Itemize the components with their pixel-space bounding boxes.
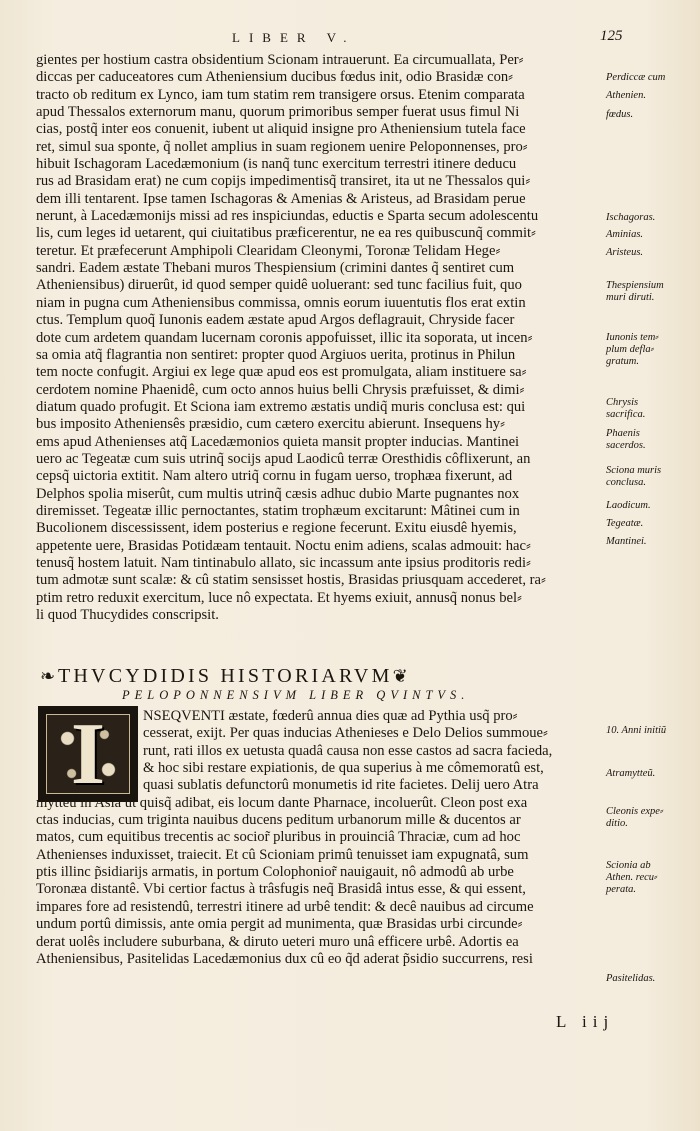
margin-note-group bbox=[606, 518, 698, 530]
text-line: sandri. Eadem æstate Thebani muros Thespiensium (crimini dantes q̃ sentiret cum bbox=[36, 260, 515, 277]
margin-note: Phaenis bbox=[606, 428, 640, 439]
text-line: & hoc sibi restare expiationis, de qua superius à me cômemoratû est, bbox=[143, 760, 544, 777]
decorated-initial bbox=[38, 706, 138, 802]
margin-note-group bbox=[606, 332, 698, 368]
text-line: ptis illinc p̃sidiarijs armatis, in portum Colophonior̃ nauigauit, nô admodû ab urbe bbox=[36, 864, 514, 881]
margin-note: 10. Anni initiũ bbox=[606, 725, 667, 736]
page-header bbox=[0, 30, 700, 50]
text-line: dem illi tentarent. Ipse tamen Ischagoras & Amenias & Aristeus, ad Brasidam perue bbox=[36, 190, 526, 207]
text-line: rus ad Brasidam erat) ne cum copijs impedimentisq̃ transiret, ita ut ne Thessalos qui⸗ bbox=[36, 173, 531, 190]
upper-text-block bbox=[36, 52, 601, 624]
text-line: cesserat, exijt. Per quas inducias Athenieses e Delo Delios summoue⸗ bbox=[143, 725, 548, 742]
margin-note: plum defla⸗ bbox=[606, 344, 655, 355]
margin-note: Athenien. bbox=[606, 90, 646, 101]
text-line: diccas per caduceatores cum Atheniensium ducibus fœdus init, odio Brasidæ con⸗ bbox=[36, 69, 514, 86]
text-line: diatum quado profugit. Et Sciona iam extremo æstatis undiq̃ muris conclusa est: qui bbox=[36, 398, 526, 415]
margin-note: fœdus. bbox=[606, 109, 634, 120]
text-line: impares fore ad resistendû, terrestri itinere ad urbê tendit: & decê nauibus ad circume bbox=[36, 898, 534, 915]
margin-note-group bbox=[606, 397, 698, 421]
text-line: runt, rati illos ex uetusta quadâ causa non esse castos ad sacra facieda, bbox=[143, 742, 553, 759]
text-line: ret, simul sua sponte, q̃ nollet amplius in suam regionem uenire Peloponnenses, pro⸗ bbox=[36, 138, 528, 155]
text-line: bus imposito Atheniensês præsidio, cum cætero exercitu abierunt. Insequens hy⸗ bbox=[36, 416, 505, 433]
margin-note: gratum. bbox=[606, 356, 639, 367]
margin-note: ditio. bbox=[606, 818, 628, 829]
text-line: tenusq̃ hostem latuit. Nam tintinabulo allato, sic incassum ante ipsius proditoris redi⸗ bbox=[36, 554, 531, 571]
lower-text-block bbox=[36, 795, 601, 968]
text-line: cias, postq̃ inter eos conuenit, iubent ut aliquid insigne pro Atheniensium tutela face bbox=[36, 121, 526, 138]
text-line: uero ac Tegeatæ cum suis utrinq̃ socijs apud Laodicû terræ Oresthidis côflixerunt, an bbox=[36, 450, 531, 467]
text-line: hibuit Ischagoram Lacedæmonium (is nanq̃ tunc exercitum terrestri itinere deducu bbox=[36, 156, 517, 173]
margin-note: Cleonis expe⸗ bbox=[606, 806, 664, 817]
lower-text-indented bbox=[143, 708, 601, 795]
text-line: diremisset. Tegeatæ illic pernoctantes, statim trophæum excitarunt: Mâtinei cum in bbox=[36, 502, 520, 519]
margin-note: Ischagoras. bbox=[606, 212, 656, 223]
margin-note: Laodicum. bbox=[606, 500, 651, 511]
margin-note: Atramytteũ. bbox=[606, 768, 656, 779]
margin-note: Aristeus. bbox=[606, 247, 644, 258]
margin-note: Chrysis bbox=[606, 397, 639, 408]
margin-note: sacrifica. bbox=[606, 409, 646, 420]
margin-note-group bbox=[606, 280, 698, 304]
margin-note-group bbox=[606, 500, 698, 512]
margin-note-group bbox=[606, 109, 698, 121]
margin-note-group bbox=[606, 212, 698, 224]
running-title: LIBER V. bbox=[232, 30, 356, 45]
margin-note: muri diruti. bbox=[606, 292, 655, 303]
text-line: tem nocte confugit. Argiui ex lege quæ apud eos est promulgata, aliam instituere sa⸗ bbox=[36, 364, 527, 381]
text-line: gientes per hostium castra obsidentium Scionam intrauerunt. Ea circumuallata, Per⸗ bbox=[36, 52, 524, 68]
text-line: quasi sublatis defunctorû monumetis id rite facietes. Delij uero Atra bbox=[143, 777, 539, 794]
text-line: derat uolês includere suburbana, & diruto ueteri muro unâ efficere urbê. Adortis ea bbox=[36, 933, 519, 950]
text-line: matos, cum equitibus trecentis ac socior̃ pluribus in prouinciâ Thraciæ, cum ad hoc bbox=[36, 829, 521, 846]
margin-note: Perdiccæ cum bbox=[606, 72, 666, 83]
text-line: mytteû in Asia ut quisq̃ adibat, eis locum dante Pharnace, incoluerût. Cleon post exa bbox=[36, 794, 528, 811]
margin-note: perata. bbox=[606, 884, 637, 895]
margin-note-group bbox=[606, 90, 698, 102]
text-line: Toronæa distantê. Vbi certior factus à trâsfugis neq̃ Brasidâ intus esse, & qui essent, bbox=[36, 881, 526, 898]
margin-note: Athen. recu⸗ bbox=[606, 872, 658, 883]
margin-note: Tegeatæ. bbox=[606, 518, 644, 529]
text-line: li quod Thucydides conscripsit. bbox=[36, 607, 219, 623]
margin-note: Pasitelidas. bbox=[606, 973, 656, 984]
margin-note: Mantinei. bbox=[606, 536, 647, 547]
text-line: Atheniensibus) diruerût, id quod semper quidê uoluerant: sed tunc facilius fuit, quo bbox=[36, 277, 522, 294]
text-line: dote cum ardetem quandam lucernam coronis appofuisset, illic ita soporata, ut incen⸗ bbox=[36, 329, 533, 346]
margin-note-group bbox=[606, 725, 698, 737]
text-line: ptim retro reduxit exercitum, luce nô expectata. Et hyems exiuit, annusq̃ nonus bel⸗ bbox=[36, 589, 522, 606]
text-line: lis, cum leges id uetarent, qui ciuitatibus præficerentur, ne ea res quibuscunq̃ commit⸗ bbox=[36, 225, 536, 242]
fleuron-icon: ❧ bbox=[40, 666, 59, 686]
page-number: 125 bbox=[600, 28, 623, 44]
fleuron-icon: ❦ bbox=[392, 666, 411, 686]
margin-note-group bbox=[606, 229, 698, 241]
text-line: ems apud Athenienses atq̃ Lacedæmonios quieta mansit propter inducias. Mantinei bbox=[36, 433, 520, 450]
text-line: cepsq̃ uictoria extitit. Nam altero utriq̃ cornu in fugam uerso, trophæa fixerunt, ad bbox=[36, 468, 513, 485]
margin-note: Sciona muris bbox=[606, 465, 662, 476]
margin-note-group bbox=[606, 806, 698, 830]
text-line: ctus. Templum quoq̃ Iunonis eadem æstate apud Argos deflagrauit, Chryside facer bbox=[36, 312, 515, 329]
text-line: ctas inducias, cum triginta nauibus ducens peditum urbanorum mille & ducentos ar bbox=[36, 812, 521, 829]
margin-note: conclusa. bbox=[606, 477, 646, 488]
text-line: teretur. Et præfecerunt Amphipoli Clearidam Cleonymi, Toronæ Telidam Hege⸗ bbox=[36, 242, 501, 259]
margin-note-group bbox=[606, 72, 698, 84]
margin-note-group bbox=[606, 768, 698, 780]
margin-note-group bbox=[606, 973, 698, 985]
text-line: Delphos spolia miserût, cum multis utrinq̃ cæsis adhuc dubio Marte pugnantes nox bbox=[36, 485, 520, 502]
book-subheading: PELOPONNENSIVM LIBER QVINTVS. bbox=[122, 688, 470, 702]
margin-note: Iunonis tem⸗ bbox=[606, 332, 659, 343]
book-heading bbox=[40, 665, 620, 688]
text-line: apud Thessalos externorum manu, quorum primoribus semper fuerat usus fimul Ni bbox=[36, 104, 520, 121]
signature-mark: L iij bbox=[556, 1012, 615, 1031]
text-line: Atheniensibus, Pasitelidas Lacedæmonius dux cû eo q̃d aderat p̃sidio succurrens, resi bbox=[36, 950, 533, 967]
text-line: tracto ob reditum ex Lynco, iam tum statim rem transigere orsus. Etenim comparata bbox=[36, 86, 525, 103]
text-line: NSEQVENTI æstate, fœderû annua dies quæ ad Pythia usq̃ pro⸗ bbox=[143, 708, 518, 724]
text-line: Athenienses induxisset, traiecit. Et cû Scioniam primû tenuisset iam expugnatâ, sum bbox=[36, 846, 529, 863]
margin-note: Aminias. bbox=[606, 229, 644, 240]
margin-note: Thespiensium bbox=[606, 280, 664, 291]
text-line: niam in pugna cum Atheniensibus commissa, omnis eorum iuuentutis flos erat extin bbox=[36, 294, 526, 311]
margin-note-group bbox=[606, 247, 698, 259]
text-line: cerdotem nomine Phaenidê, cum octo annos huius belli Chrysis præfuisset, & dimi⸗ bbox=[36, 381, 525, 398]
text-line: tum admotæ sunt scalæ: & cû statim sensisset hostis, Brasidas priusquam accederet, ra⸗ bbox=[36, 572, 546, 589]
initial-letter: I bbox=[70, 706, 106, 802]
text-line: nerunt, à Lacedæmonijs missi ad res inspiciundas, eductis e Sparta secum adolescentu bbox=[36, 208, 539, 225]
text-line: appetente uere, Brasidas Potidæam tentauit. Noctu enim adiens, scalas admouit: hac⸗ bbox=[36, 537, 531, 554]
margin-note-group bbox=[606, 536, 698, 548]
margin-note-group bbox=[606, 428, 698, 452]
margin-note-group bbox=[606, 860, 698, 896]
margin-note-group bbox=[606, 465, 698, 489]
book-title-text: THVCYDIDIS HISTORIARVM bbox=[58, 665, 393, 687]
text-line: undum portû dimissis, ante omia pergit ad munimenta, quæ Brasidas urbi circunde⸗ bbox=[36, 916, 523, 933]
margin-note: Scionia ab bbox=[606, 860, 651, 871]
text-line: Bucolionem discessissent, idem posterius e regione fecerunt. Exitu eiusdê hyemis, bbox=[36, 520, 517, 537]
margin-note: sacerdos. bbox=[606, 440, 646, 451]
text-line: sa omia atq̃ flagrantia non sentiret: propter quod Argiuos uerita, protinus in Philun bbox=[36, 346, 516, 363]
